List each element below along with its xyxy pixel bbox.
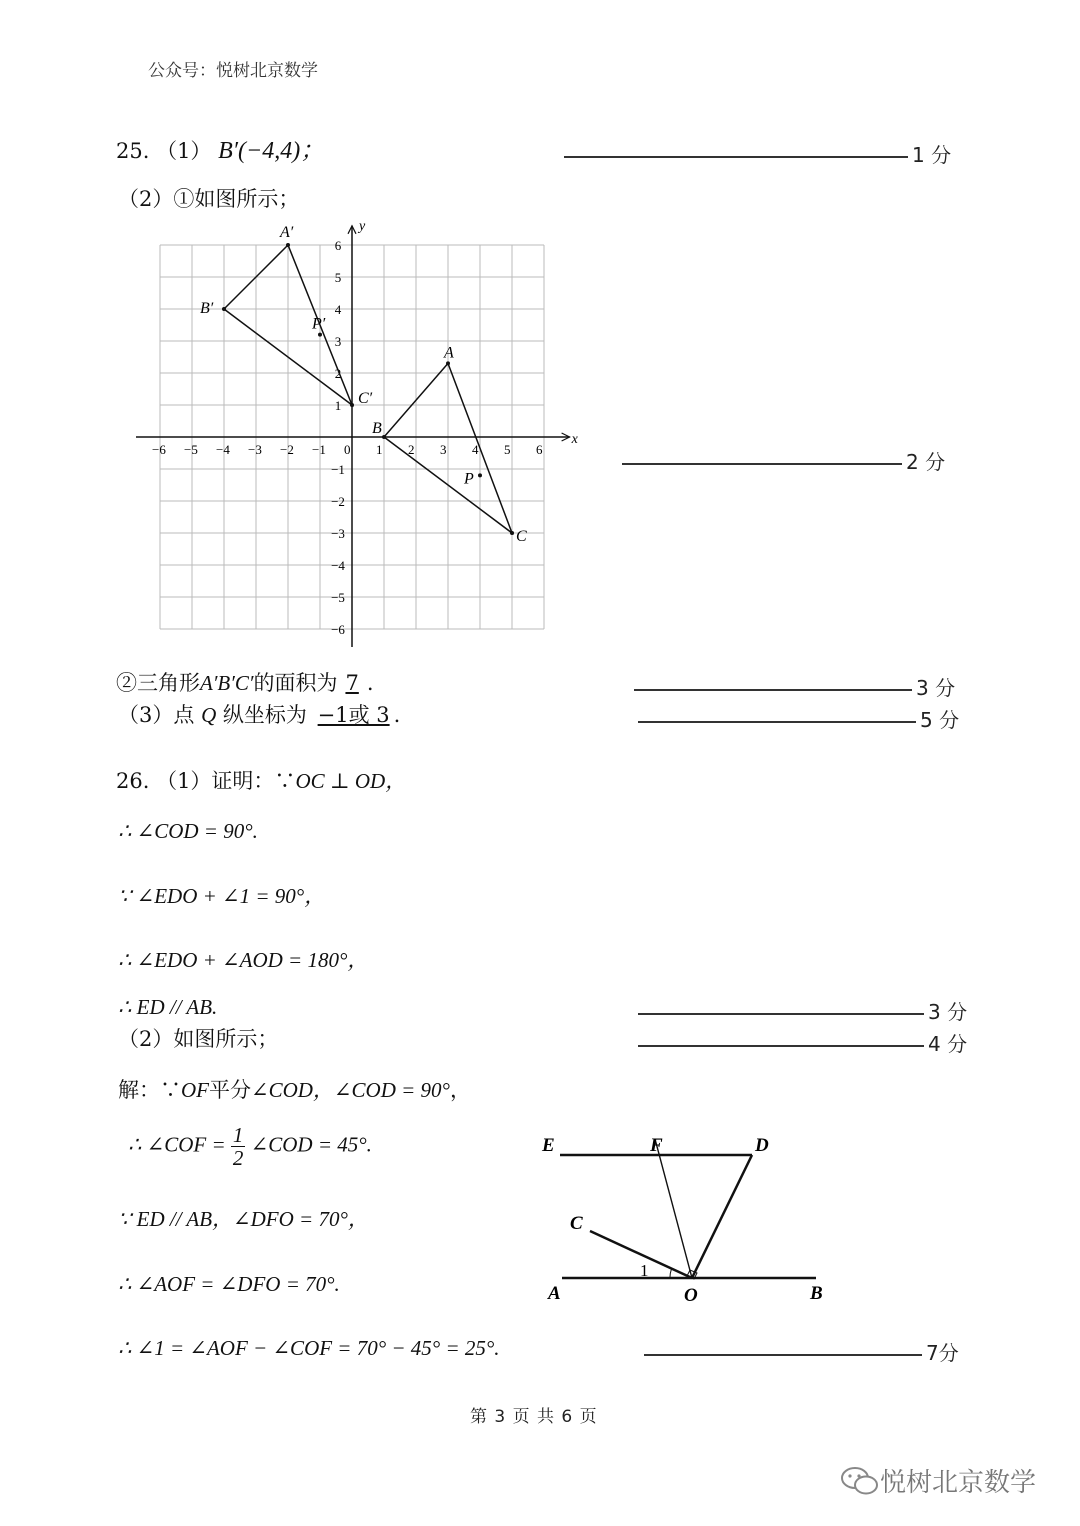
- q25-part2b: ②三角形A′B′C′的面积为 7 .: [116, 671, 374, 695]
- header-account: 公众号：悦树北京数学: [148, 61, 318, 81]
- x-tick-label: 3: [440, 442, 447, 457]
- point-A: [446, 361, 450, 365]
- q26-line8-suffix: ∠COD = 45°.: [250, 1132, 372, 1157]
- q26-line1: [116, 768, 406, 794]
- q26-line2: ∴ ∠COD = 90°.: [118, 819, 258, 843]
- q26-score-7-text: 7分: [926, 1341, 959, 1365]
- q25-score-2-text: 2 分: [906, 450, 946, 474]
- y-tick-label: −2: [331, 494, 345, 509]
- coordinate-graph: [130, 215, 590, 655]
- q25-score-4: [638, 704, 959, 733]
- graph-triangles: [224, 245, 512, 533]
- x-tick-label: −1: [312, 442, 326, 457]
- x-tick-label: −2: [280, 442, 294, 457]
- q26-line1-prefix: 26. （1）证明：∵: [116, 769, 296, 793]
- q26-line8-prefix: ∴ ∠COF =: [128, 1132, 226, 1157]
- q26-score-6-text: 4 分: [928, 1032, 968, 1056]
- q26-line5: ∴ ED // AB.: [118, 995, 218, 1019]
- x-tick-label: 6: [536, 442, 543, 457]
- point-B: [382, 435, 386, 439]
- q26-line7-end: ，: [449, 1078, 471, 1102]
- q26-line7-mid: 平分: [209, 1078, 251, 1102]
- q26-line7: [118, 1077, 471, 1103]
- angle-1-arc: [670, 1268, 672, 1278]
- q25-part3: （3）点 Q 纵坐标为 −1或 3 .: [118, 703, 401, 727]
- point-label-A: A: [444, 344, 454, 362]
- y-tick-label: 3: [334, 334, 342, 349]
- label-D: D: [755, 1135, 769, 1156]
- y-tick-label: 2: [334, 366, 342, 381]
- q25-score-3-text: 3 分: [916, 676, 956, 700]
- q26-score-7: [644, 1337, 959, 1366]
- label-F: F: [650, 1135, 663, 1156]
- x-tick-label: 4: [472, 442, 479, 457]
- x-tick-label: 2: [408, 442, 415, 457]
- x-tick-label: −6: [152, 442, 166, 457]
- q26-line10: ∴ ∠AOF = ∠DFO = 70°.: [118, 1272, 340, 1296]
- q26-line8-fraction: [231, 1124, 246, 1169]
- q25-part1-prefix: 25. （1）: [116, 139, 212, 163]
- x-tick-label: −3: [248, 442, 262, 457]
- point-label-A_prime: A′: [280, 224, 294, 241]
- y-tick-label: −4: [331, 558, 345, 573]
- point-label-B: B: [372, 420, 382, 437]
- watermark-text: 悦树北京数学: [880, 1468, 1037, 1498]
- fraction-numerator: 1: [232, 1123, 244, 1147]
- y-tick-label: −3: [331, 526, 345, 541]
- q25-score-2: [622, 446, 945, 475]
- q26-line9: ∵ ED // AB，∠DFO = 70°，: [118, 1207, 369, 1231]
- q25-part1: [116, 138, 324, 164]
- q25-part3-prefix: （3）点: [118, 703, 195, 727]
- q25-score-1: [564, 139, 951, 168]
- geometry-figure: [530, 1125, 850, 1315]
- y-axis-label: y: [359, 218, 366, 234]
- point-label-P: P: [464, 470, 474, 488]
- x-tick-label: 0: [344, 442, 351, 457]
- wechat-icon: [840, 1464, 880, 1498]
- y-tick-label: −5: [331, 590, 345, 605]
- x-tick-label: −5: [184, 442, 198, 457]
- segment-FO: [655, 1139, 692, 1278]
- label-E: E: [542, 1135, 555, 1156]
- point-B_prime: [222, 307, 226, 311]
- q25-part2b-prefix: ②三角形: [116, 671, 200, 695]
- x-tick-label: −4: [216, 442, 230, 457]
- point-label-C_prime: C′: [358, 390, 373, 407]
- y-tick-label: −1: [331, 462, 345, 477]
- y-tick-label: 5: [334, 270, 342, 285]
- x-axis-label: x: [571, 432, 578, 447]
- label-A: A: [548, 1283, 561, 1304]
- q25-part3-math: Q: [201, 703, 217, 727]
- label-O: O: [684, 1285, 698, 1306]
- segment-DO: [692, 1155, 752, 1278]
- point-label-P_prime: P′: [312, 315, 326, 333]
- q26-line4: ∴ ∠EDO + ∠AOD = 180°，: [118, 948, 369, 972]
- point-C: [510, 531, 514, 535]
- q26-score-6: [638, 1028, 967, 1057]
- q26-line7-math2: ∠COD，∠COD = 90°: [251, 1078, 450, 1102]
- page-footer: 第 3 页 共 6 页: [470, 1407, 598, 1427]
- q25-part2b-math: A′B′C′: [200, 671, 254, 695]
- y-tick-label: 1: [334, 398, 342, 413]
- q26-line7-math1: OF: [181, 1078, 209, 1102]
- point-A_prime: [286, 243, 290, 247]
- point-label-B_prime: B′: [200, 300, 214, 317]
- q26-line3: ∵ ∠EDO + ∠1 = 90°，: [118, 884, 326, 908]
- q25-score-1-text: 1 分: [912, 143, 952, 167]
- q26-line8: [128, 1124, 372, 1169]
- q25-part1-expr: B′(−4,4)；: [218, 138, 325, 164]
- point-C_prime: [350, 403, 354, 407]
- q25-part2b-answer: 7: [345, 671, 359, 695]
- q26-line6: （2）如图所示；: [118, 1027, 279, 1051]
- label-C: C: [570, 1213, 583, 1234]
- label-B: B: [810, 1283, 823, 1304]
- q25-part2a: （2）①如图所示；: [118, 187, 300, 211]
- graph-point-labels: [200, 224, 527, 545]
- q25-part3-answer: −1或 3: [317, 703, 390, 727]
- q26-score-5: [638, 996, 967, 1025]
- y-tick-label: 4: [334, 302, 342, 317]
- q26-score-5-text: 3 分: [928, 1000, 968, 1024]
- x-tick-label: 5: [504, 442, 511, 457]
- point-P: [478, 473, 482, 477]
- q25-score-4-text: 5 分: [920, 708, 960, 732]
- y-tick-label: 6: [334, 238, 342, 253]
- y-tick-label: −6: [331, 622, 345, 637]
- label-angle-1: 1: [640, 1261, 649, 1280]
- q25-score-3: [634, 672, 955, 701]
- x-tick-label: 1: [376, 442, 383, 457]
- q26-line11: ∴ ∠1 = ∠AOF − ∠COF = 70° − 45° = 25°.: [118, 1336, 500, 1360]
- q26-line7-prefix: 解：∵: [118, 1078, 181, 1102]
- fraction-denominator: 2: [232, 1146, 244, 1170]
- point-P_prime: [318, 333, 322, 337]
- point-label-C: C: [516, 528, 527, 545]
- watermark: [840, 1462, 1036, 1499]
- q25-part3-mid: 纵坐标为: [222, 703, 307, 727]
- q25-part2b-mid: 的面积为: [253, 671, 338, 695]
- q26-line1-math: OC ⊥ OD，: [295, 769, 407, 793]
